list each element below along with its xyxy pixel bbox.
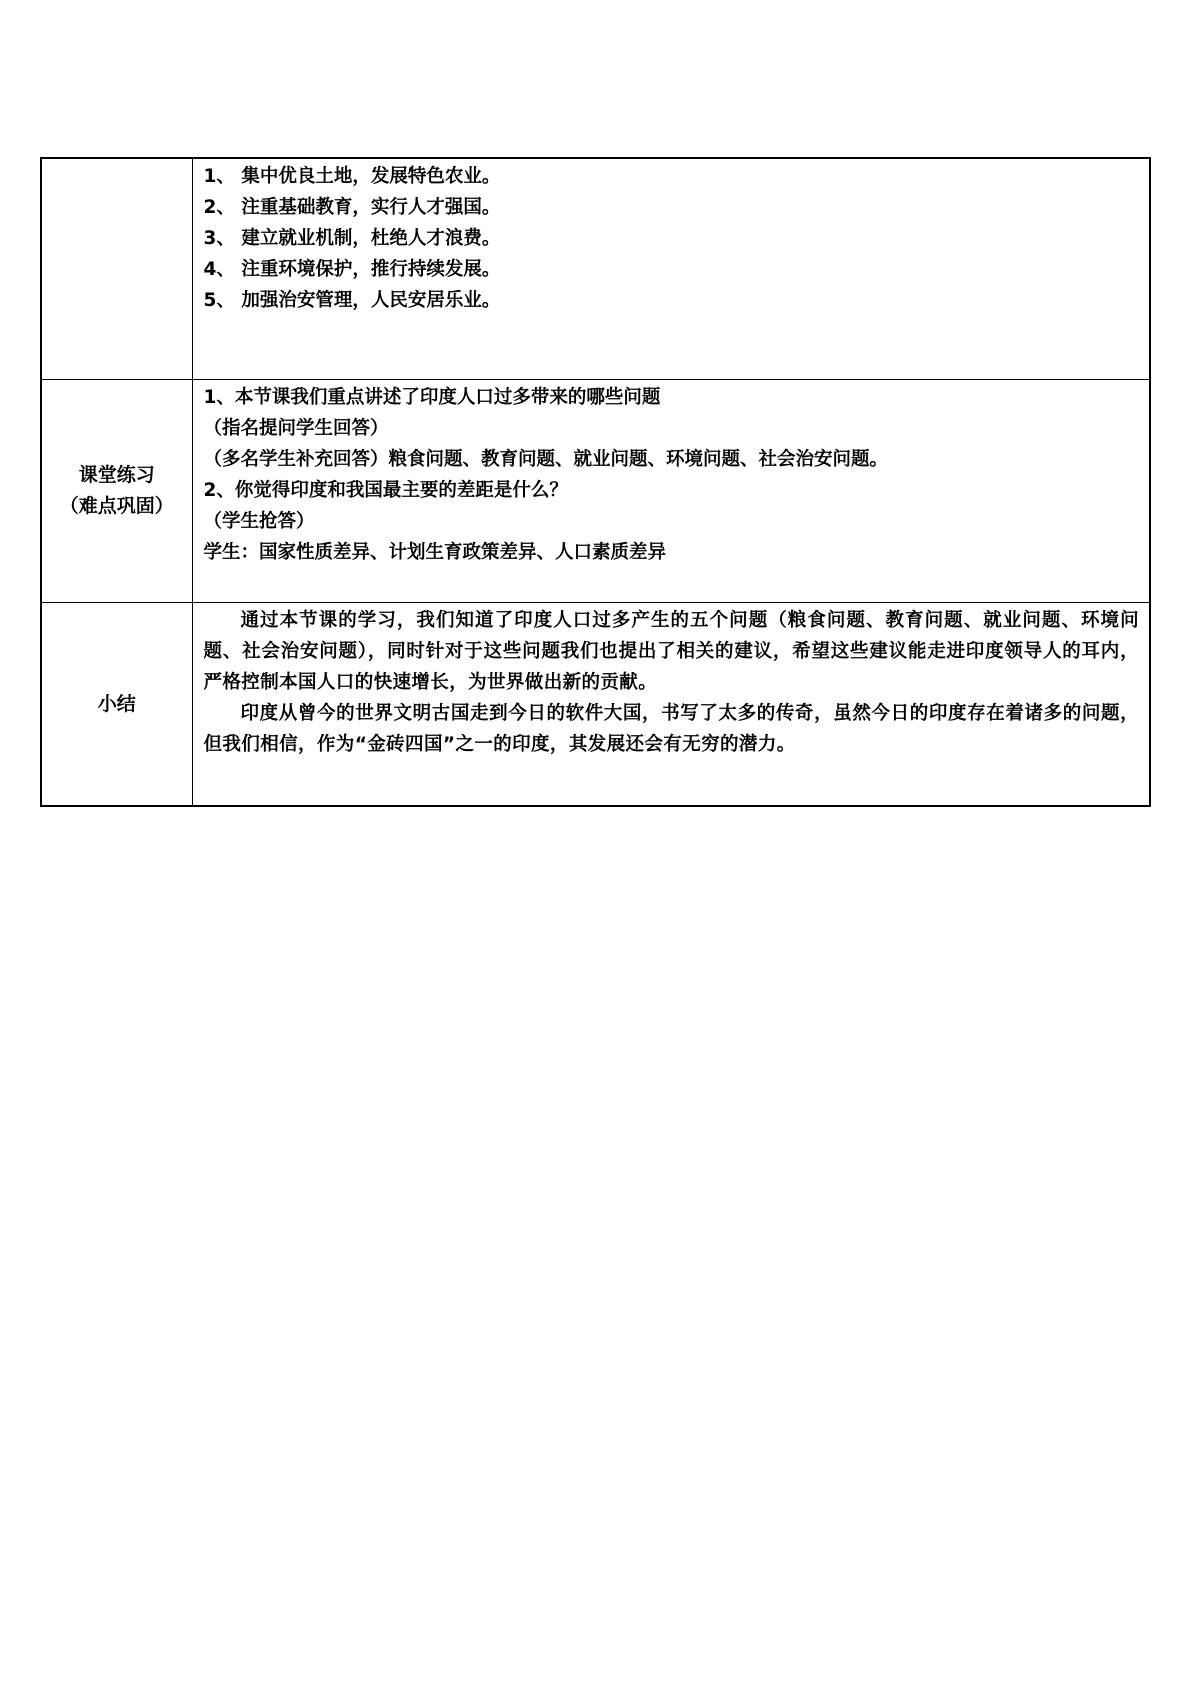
row-label-cell bbox=[41, 158, 192, 380]
suggestion-item: 1、 集中优良土地，发展特色农业。 bbox=[203, 166, 501, 187]
practice-line: （指名提问学生回答） bbox=[203, 418, 389, 439]
section-sublabel: （难点巩固） bbox=[59, 495, 174, 517]
table-row bbox=[41, 158, 1150, 380]
lesson-plan-table bbox=[40, 157, 1151, 807]
table-row bbox=[41, 603, 1150, 807]
practice-line: （学生抢答） bbox=[203, 511, 315, 532]
row-label-cell bbox=[41, 603, 192, 807]
practice-line: 1、本节课我们重点讲述了印度人口过多带来的哪些问题 bbox=[203, 387, 661, 408]
summary-paragraph: 通过本节课的学习，我们知道了印度人口过多产生的五个问题（粮食问题、教育问题、就业问题、环境问题、社会治安问题），同时针对于这些问题我们也提出了相关的建议，希望这些建议能走进印度领导人的耳内，严格控制本国人口的快速增长，为世界做出新的贡献。 bbox=[203, 610, 1139, 693]
summary-paragraph: 印度从曾今的世界文明古国走到今日的软件大国，书写了太多的传奇，虽然今日的印度存在着诸多的问题，但我们相信，作为“金砖四国”之一的印度，其发展还会有无穷的潜力。 bbox=[203, 703, 1139, 755]
practice-cell bbox=[192, 380, 1150, 603]
section-label: 课堂练习 bbox=[78, 464, 155, 486]
suggestions-cell bbox=[192, 158, 1150, 380]
table-row bbox=[41, 380, 1150, 603]
suggestion-item: 2、 注重基础教育，实行人才强国。 bbox=[203, 197, 501, 218]
suggestion-item: 4、 注重环境保护，推行持续发展。 bbox=[203, 259, 501, 280]
suggestion-item: 5、 加强治安管理，人民安居乐业。 bbox=[203, 290, 501, 311]
row-label-cell bbox=[41, 380, 192, 603]
practice-line: 2、你觉得印度和我国最主要的差距是什么？ bbox=[203, 480, 568, 501]
suggestion-item: 3、 建立就业机制，杜绝人才浪费。 bbox=[203, 228, 501, 249]
section-label: 小结 bbox=[97, 692, 136, 715]
practice-line: （多名学生补充回答）粮食问题、教育问题、就业问题、环境问题、社会治安问题。 bbox=[203, 449, 889, 470]
summary-cell bbox=[192, 603, 1150, 807]
practice-line: 学生：国家性质差异、计划生育政策差异、人口素质差异 bbox=[203, 542, 667, 563]
